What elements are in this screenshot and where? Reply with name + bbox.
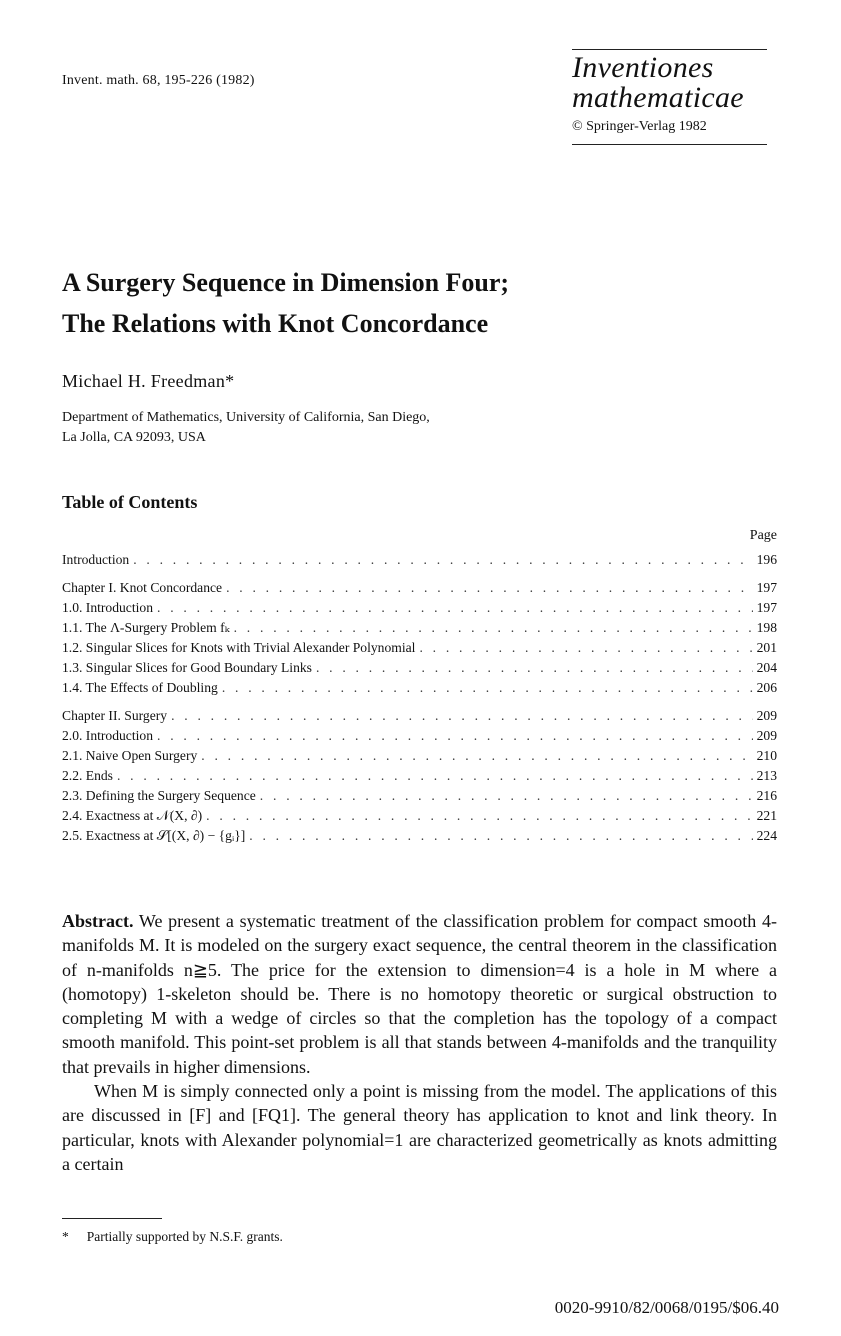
- toc-dot-leader: [157, 598, 753, 618]
- toc-entry: [62, 598, 777, 618]
- toc-dot-leader: [316, 658, 753, 678]
- toc-entry: [62, 550, 777, 570]
- toc-entry-page: 209: [756, 708, 777, 723]
- toc-entry-page: 198: [756, 620, 777, 635]
- journal-name: [572, 53, 767, 113]
- toc-entry-page: 221: [756, 808, 777, 823]
- toc-entry-page: 197: [756, 600, 777, 615]
- paper-title-line2: The Relations with Knot Concordance: [62, 309, 489, 338]
- toc-entry-page: 210: [756, 748, 777, 763]
- toc-entry-label: Chapter I. Knot Concordance: [62, 580, 223, 595]
- toc-entry-label: 2.3. Defining the Surgery Sequence: [62, 788, 256, 803]
- toc-entry-page: 224: [756, 828, 777, 843]
- abstract-paragraph-1: [62, 909, 777, 1079]
- journal-name-line1: Inventiones: [572, 51, 714, 84]
- toc-dot-leader: [260, 786, 753, 806]
- toc-entry: [62, 826, 777, 846]
- toc-dot-leader: [201, 746, 752, 766]
- toc-dot-leader: [226, 578, 753, 598]
- toc-entry-page: 206: [756, 680, 777, 695]
- toc-entry-page: 201: [756, 640, 777, 655]
- toc-entry-label: 1.4. The Effects of Doubling: [62, 680, 218, 695]
- toc-dot-leader: [249, 826, 752, 846]
- toc-entries: [62, 550, 777, 846]
- toc-entry-label: 1.0. Introduction: [62, 600, 153, 615]
- toc-dot-leader: [419, 638, 752, 658]
- toc-dot-leader: [117, 766, 753, 786]
- toc-entry-label: 2.2. Ends: [62, 768, 113, 783]
- toc-entry-label: Chapter II. Surgery: [62, 708, 168, 723]
- toc-dot-leader: [222, 678, 753, 698]
- toc-entry-label: 2.5. Exactness at 𝒮[(X, ∂) − {gᵢ}]: [62, 828, 246, 843]
- journal-masthead: [572, 49, 767, 145]
- toc-entry: [62, 618, 777, 638]
- toc-dot-leader: [234, 618, 753, 638]
- author-footnote-star: *: [225, 371, 235, 391]
- toc-dot-leader: [133, 550, 752, 570]
- affiliation-line1: Department of Mathematics, University of California, San Diego,: [62, 410, 430, 425]
- masthead-top-rule: [572, 49, 767, 50]
- toc-dot-leader: [157, 726, 753, 746]
- toc-entry-page: 197: [756, 580, 777, 595]
- toc-entry: [62, 746, 777, 766]
- toc-heading: Table of Contents: [62, 492, 198, 512]
- toc-entry: [62, 726, 777, 746]
- toc-entry-label: Introduction: [62, 552, 130, 567]
- author-name-text: Michael H. Freedman: [62, 371, 226, 391]
- masthead-bottom-rule: [572, 144, 767, 145]
- toc-page-column-label: Page: [749, 528, 777, 543]
- abstract-paragraph-2: When M is simply connected only a point is missing from the model. The applications of this are discussed in [F] and [FQ1]. The general theory has application to knot and link theory. In particular, knots with Alexander polynomial=1 are characterized geometrically as knots admitting a certain: [62, 1081, 777, 1174]
- abstract-heading: Abstract.: [62, 911, 134, 931]
- journal-name-line2: mathematicae: [572, 81, 744, 114]
- toc-entry-label: 2.1. Naive Open Surgery: [62, 748, 198, 763]
- footnote: [62, 1229, 283, 1245]
- toc-entry-page: 204: [756, 660, 777, 675]
- toc-dot-leader: [171, 706, 753, 726]
- toc-entry: [62, 786, 777, 806]
- toc-entry: [62, 638, 777, 658]
- toc-dot-leader: [206, 806, 752, 826]
- author-affiliation: [62, 408, 430, 448]
- affiliation-line2: La Jolla, CA 92093, USA: [62, 430, 206, 445]
- toc-entry: [62, 678, 777, 698]
- toc-entry-label: 1.1. The Λ-Surgery Problem fₖ: [62, 620, 230, 635]
- document-code: 0020-9910/82/0068/0195/$06.40: [554, 1298, 779, 1317]
- toc-entry-page: 209: [756, 728, 777, 743]
- abstract-paragraph-1-text: We present a systematic treatment of the classification problem for compact smooth 4-manifolds M. It is modeled on the surgery exact sequence, the central theorem in the classification of n-manifolds n≧5. The price for the extension to dimension=4 is a hole in M where a (homotopy) 1-skeleton should be. There is no homotopy theoretic or surgical obstruction to completing M with a wedge of circles so that the completion has the topology of a compact smooth manifold. This point-set problem is all that stands between 4-manifolds and the tranquility that prevails in higher dimensions.: [62, 911, 777, 1077]
- toc-entry-label: 1.2. Singular Slices for Knots with Trivial Alexander Polynomial: [62, 640, 416, 655]
- paper-title: [62, 262, 509, 344]
- publisher-line: © Springer-Verlag 1982: [572, 119, 707, 134]
- author-name: [62, 371, 234, 392]
- journal-citation: Invent. math. 68, 195-226 (1982): [62, 73, 255, 88]
- paper-title-line1: A Surgery Sequence in Dimension Four;: [62, 268, 510, 297]
- toc-entry-label: 2.4. Exactness at 𝒩(X, ∂): [62, 808, 203, 823]
- toc-entry: [62, 766, 777, 786]
- toc-entry: [62, 806, 777, 826]
- toc-entry-label: 2.0. Introduction: [62, 728, 153, 743]
- toc-entry: [62, 706, 777, 726]
- toc-entry-page: 213: [756, 768, 777, 783]
- abstract: [62, 909, 777, 1176]
- toc-entry: [62, 578, 777, 598]
- toc-entry: [62, 658, 777, 678]
- footnote-rule: [62, 1218, 162, 1219]
- toc-entry-page: 216: [756, 788, 777, 803]
- toc-entry-label: 1.3. Singular Slices for Good Boundary Links: [62, 660, 312, 675]
- toc-entry-page: 196: [756, 552, 777, 567]
- footnote-star: *: [62, 1229, 69, 1244]
- table-of-contents: [62, 528, 777, 846]
- footnote-text: Partially supported by N.S.F. grants.: [86, 1229, 283, 1244]
